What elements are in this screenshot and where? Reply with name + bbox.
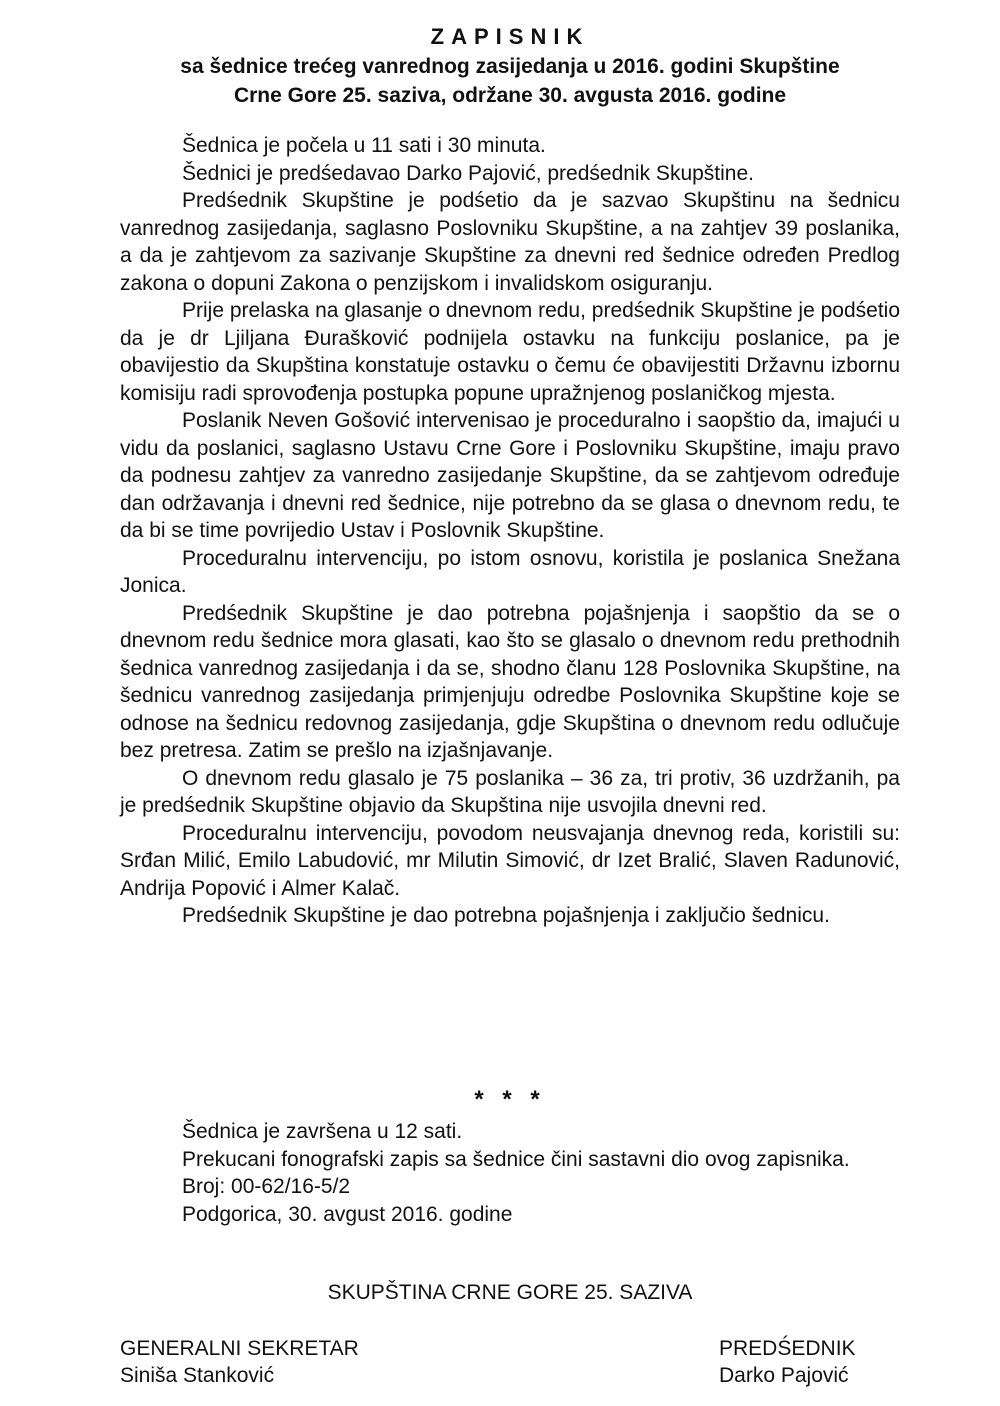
document-title: ZAPISNIK [430,24,590,49]
paragraph: Proceduralnu intervenciju, po istom osnovu, koristila je poslanica Snežana Jonica. [120,546,900,597]
signature-secretary [120,1335,359,1389]
minutes-body [120,132,900,930]
document-number: Broj: 00-62/16-5/2 [182,1175,351,1198]
paragraph: O dnevnom redu glasalo je 75 poslanika – 36 za, tri protiv, 36 uzdržanih, pa je predśednik Skupštine objavio da Skupština nije usvojila dnevni red. [120,766,900,817]
signature-role: PREDŚEDNIK [719,1337,856,1360]
section-separator: * * * [474,1086,546,1113]
paragraph: Šednici je predśedavao Darko Pajović, predśednik Skupštine. [182,161,754,185]
paragraph: Prije prelaska na glasanje o dnevnom redu, predśednik Skupštine je podśetio da je dr Ljiljana Đurašković podnijela ostavku na funkciju poslanice, pa je obavijestio da Skupština konstatuje ostavku o čemu će obavijestiti Državnu izbornu komisiju radi sprovođenja postupka popune upražnjenog poslaničkog mjesta. [120,299,900,405]
paragraph: Predśednik Skupštine je podśetio da je sazvao Skupštinu na šednicu vanrednog zasijedanja, saglasno Poslovniku Skupštine, a na zahtjev 39 poslanika, a da je zahtjevom za sazivanje Skupštine za dnevni red šednice određen Predlog zakona o dopuni Zakona o penzijskom i invalidskom osiguranju. [120,189,900,295]
document-subtitle-line2: Crne Gore 25. saziva, održane 30. avgusta 2016. godine [233,84,787,107]
signature-name: Siniša Stanković [120,1364,275,1387]
paragraph: Predśednik Skupštine je dao potrebna pojašnjenja i saopštio da se o dnevnom redu šednice mora glasati, kao što se glasalo o dnevnom redu prethodnih šednica vanrednog zasijedanja i da se, shodno članu 128 Poslovnika Skupštine, na šednicu vanrednog zasijedanja primjenjuju odredbe Poslovnika Skupštine koje se odnose na šednicu redovnog zasijedanja, gdje Skupština o dnevnom redu odlučuje bez pretresa. Zatim se prešlo na izjašnjavanje. [120,601,900,762]
paragraph: Poslanik Neven Gošović intervenisao je proceduralno i saopštio da, imajući u vidu da poslanici, saglasno Ustavu Crne Gore i Poslovniku Skupštine, imaju pravo da podnesu zahtjev za vanredno zasijedanje Skupštine, da se zahtjevom određuje dan održavanja i dnevni red šednice, nije potrebno da se glasa o dnevnom redu, te da bi se time povrijedio Ustav i Poslovnik Skupštine. [120,409,900,542]
end-time: Šednica je završena u 12 sati. [182,1120,463,1143]
signature-president [719,1335,856,1389]
paragraph: Proceduralnu intervenciju, povodom neusvajanja dnevnog reda, koristili su: Srđan Milić, Emilo Labudović, mr Milutin Simović, dr Izet Bralić, Slaven Radunović, Andrija Popović i Almer Kalač. [120,821,900,900]
signature-name: Darko Pajović [719,1364,849,1387]
paragraph: Predśednik Skupštine je dao potrebna pojašnjenja i zaključio šednicu. [182,904,830,927]
transcript-note: Prekucani fonografski zapis sa šednice čini sastavni dio ovog zapisnika. [182,1147,850,1171]
place-date: Podgorica, 30. avgust 2016. godine [182,1202,513,1226]
document-subtitle-line1: sa šednice trećeg vanrednog zasijedanja u 2016. godini Skupštine [180,55,840,78]
paragraph: Šednica je počela u 11 sati i 30 minuta. [182,134,546,157]
closing-section [120,1118,900,1228]
organization-name: SKUPŠTINA CRNE GORE 25. SAZIVA [327,1281,693,1304]
signature-role: GENERALNI SEKRETAR [120,1337,359,1360]
